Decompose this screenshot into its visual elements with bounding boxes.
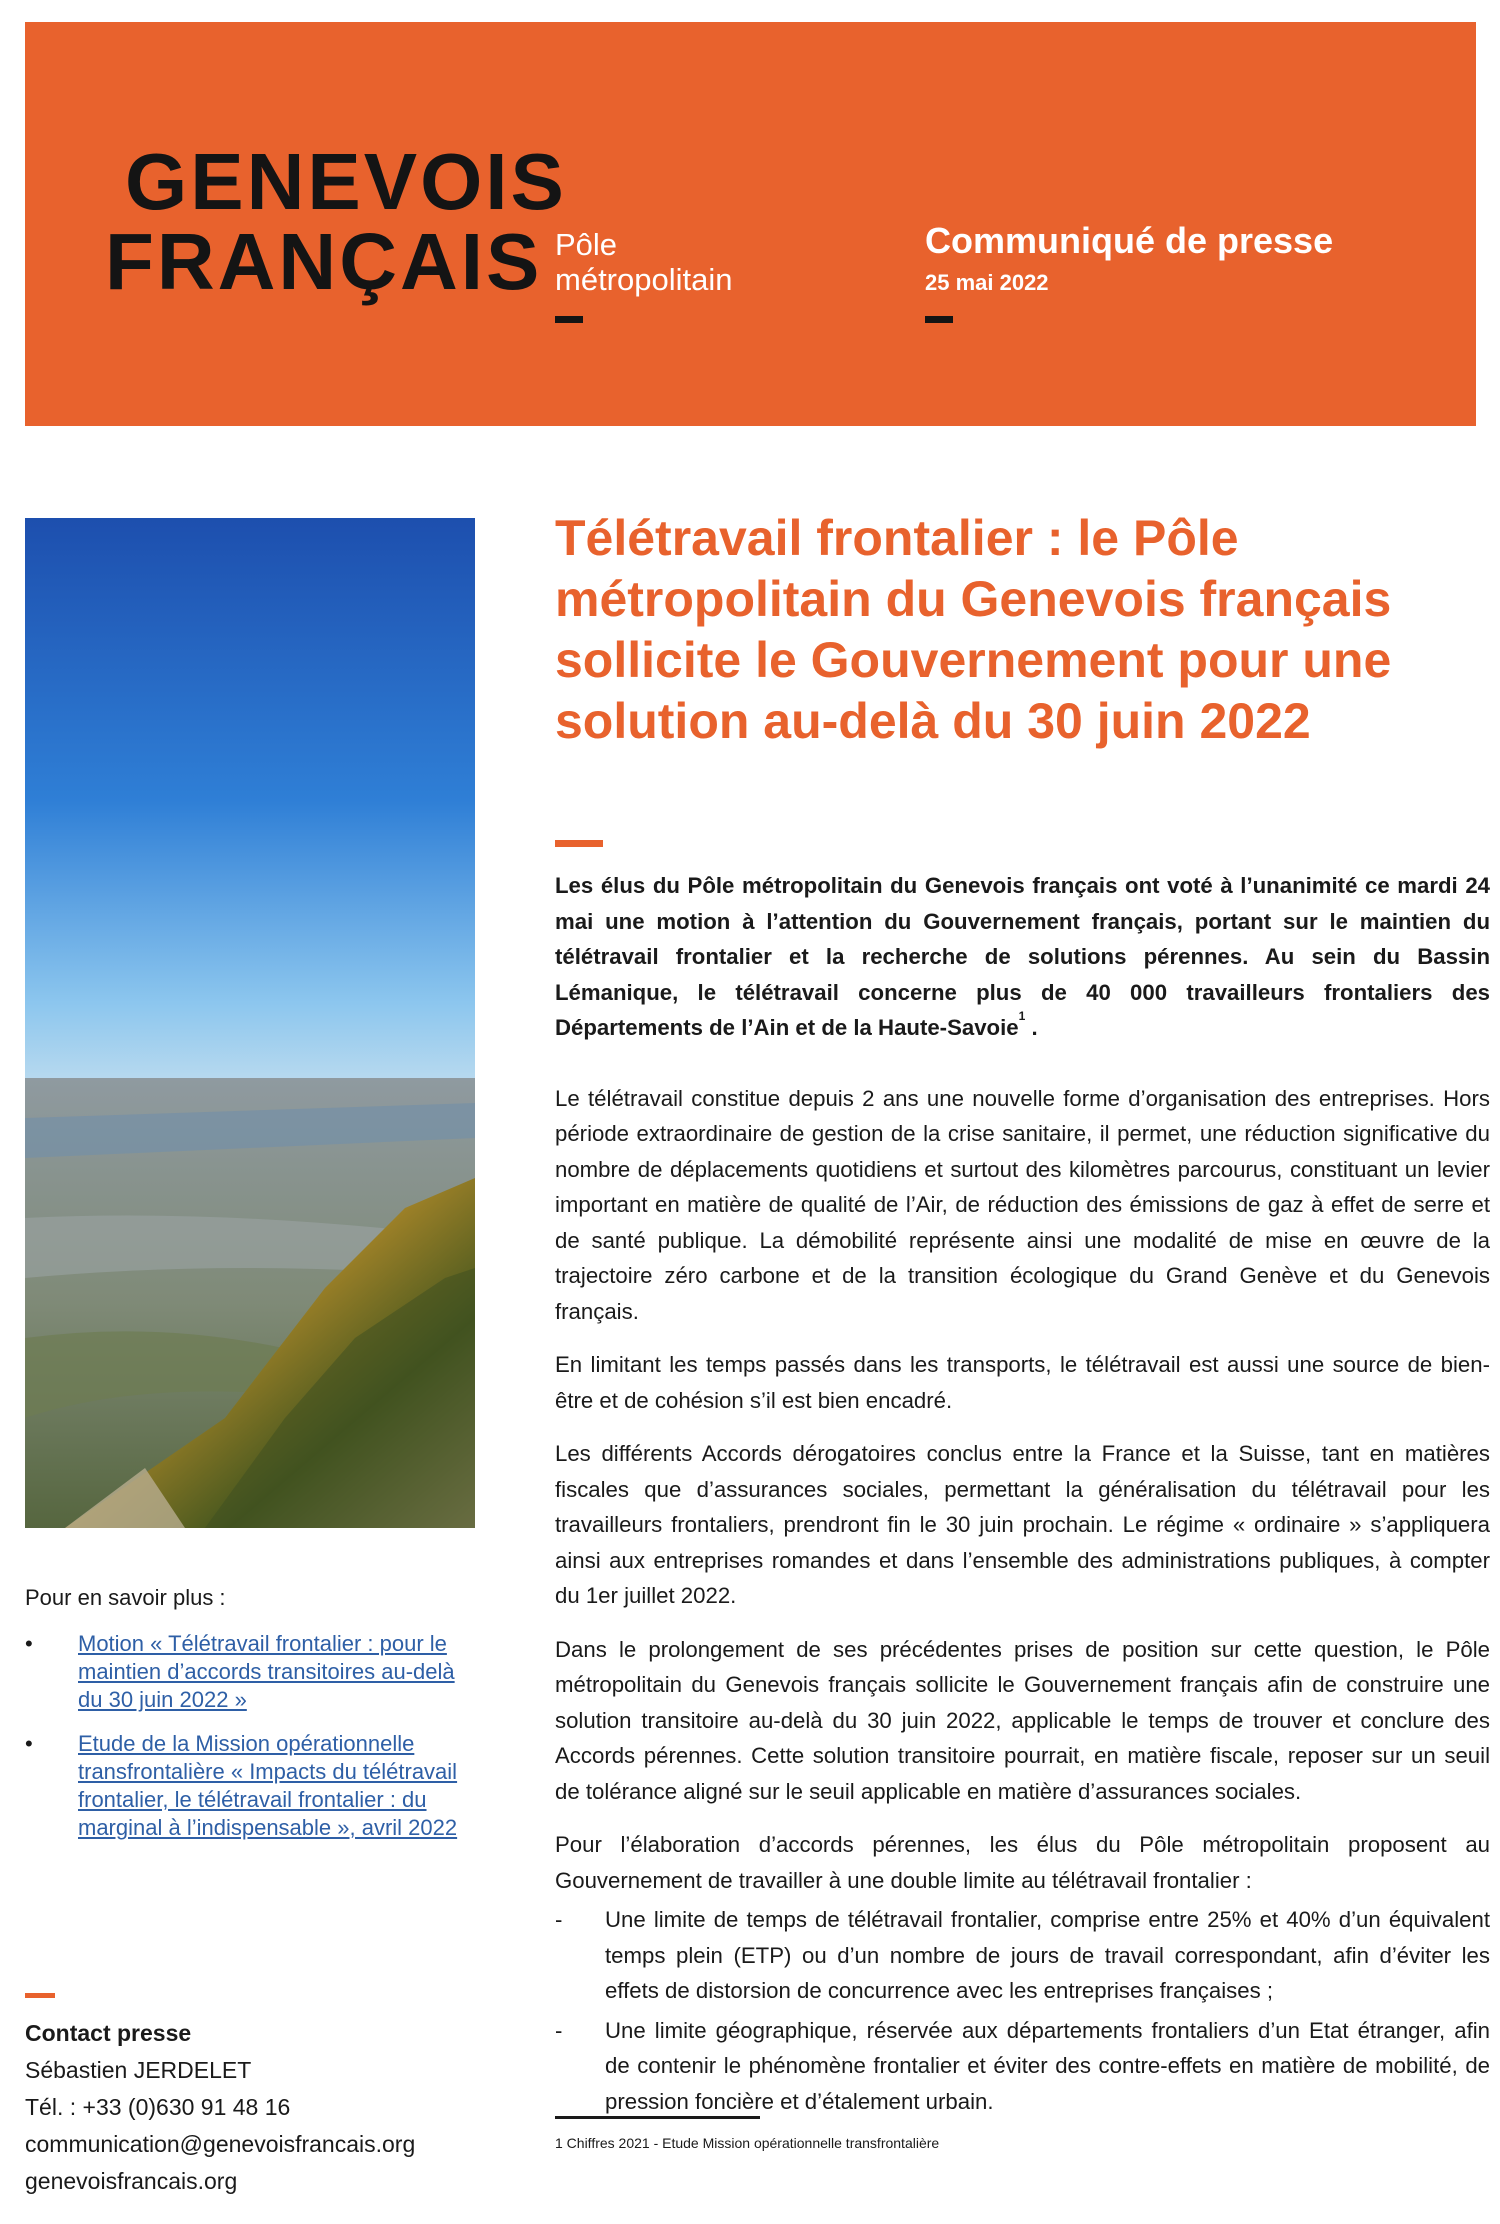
lead-end: . [1025, 1015, 1038, 1040]
contact-block [25, 2015, 415, 2200]
logo-word-francais: FRANÇAIS [105, 217, 543, 306]
link-bullet: • [25, 1631, 33, 1656]
doc-date: 25 mai 2022 [925, 270, 1049, 295]
bullet-text: Une limite géographique, réservée aux départements frontaliers d’un Etat étranger, afin de contenir le phénomène frontalier et éviter des contre-effets en matière de mobilité, de pression foncière et d’étalement urbain. [605, 2017, 1490, 2114]
contact-website: genevoisfrancais.org [25, 2168, 238, 2194]
landscape-image [25, 518, 475, 1528]
logo-sub-pole: Pôle [555, 227, 618, 262]
study-link[interactable]: Etude de la Mission opérationnelle transfrontalière « Impacts du télétravail frontalier, le télétravail frontalier : du marginal à l’indispensable », avril 2022 [78, 1731, 458, 1840]
bullet-marker: - [555, 2017, 563, 2043]
learn-more-links [25, 1630, 475, 1858]
lead-text: Les élus du Pôle métropolitain du Genevois français ont voté à l’unanimité ce mardi 24 mai une motion à l’attention du Gouvernement français, portant sur le maintien du télétravail frontalier et la recherche de solutions pérennes. Au sein du Bassin Lémanique, le télétravail concerne plus de 40 000 travailleurs frontaliers des Départements de l’Ain et de la Haute-Savoie [555, 873, 1490, 1040]
bullet-item [555, 2013, 1490, 2120]
contact-email: communication@genevoisfrancais.org [25, 2131, 416, 2157]
body-paragraph-2: En limitant les temps passés dans les transports, le télétravail est aussi une source de bien-être et de cohésion s’il est bien encadré. [555, 1352, 1490, 1413]
learn-more-item [25, 1630, 475, 1714]
body-paragraph-5: Pour l’élaboration d’accords pérennes, les élus du Pôle métropolitain proposent au Gouvernement de travailler à une double limite au télétravail frontalier : [555, 1832, 1490, 1893]
body-paragraph-4: Dans le prolongement de ses précédentes prises de position sur cette question, le Pôle métropolitain du Genevois français sollicite le Gouvernement français afin de construire une solution transitoire au-delà du 30 juin 2022, applicable le temps de trouver et conclure des Accords pérennes. Cette solution transitoire pourrait, en matière fiscale, reposer sur un seuil de tolérance aligné sur le seuil applicable en matière d’assurances sociales. [555, 1636, 1490, 1804]
body-paragraph-3: Les différents Accords dérogatoires conclus entre la France et la Suisse, tant en matières fiscales que d’assurances sociales, permettant la généralisation du télétravail pour les travailleurs frontaliers, prendront fin le 30 juin prochain. Le régime « ordinaire » s’appliquera ainsi aux entreprises romandes et dans l’ensemble des administrations publiques, à compter du 1er juillet 2022. [555, 1441, 1490, 1608]
press-headline: Télétravail frontalier : le Pôle métropolitain du Genevois français sollicite le Gouvernement pour une solution au-delà du 30 juin 2022 [555, 510, 1392, 749]
header-dash [925, 316, 953, 323]
contact-name: Sébastien JERDELET [25, 2057, 252, 2083]
bullet-item [555, 1902, 1490, 2009]
lead-paragraph [555, 868, 1490, 1046]
headline-dash [555, 840, 603, 847]
body-paragraph-1: Le télétravail constitue depuis 2 ans une nouvelle forme d’organisation des entreprises. Hors période extraordinaire de gestion de la crise sanitaire, il permet, une réduction significative du nombre de déplacements quotidiens et surtout des kilomètres parcourus, constituant un levier important en matière de qualité de l’Air, de réduction des émissions de gaz à effet de serre et de santé publique. La démobilité représente ainsi une modalité de mise en œuvre de la trajectoire zéro carbone et de la transition écologique du Grand Genève et du Genevois français. [555, 1085, 1490, 1324]
bullet-marker: - [555, 1907, 563, 1932]
bullet-text: Une limite de temps de télétravail frontalier, comprise entre 25% et 40% d’un équivalent temps plein (ETP) ou d’un nombre de jours de travail correspondant, afin d’éviter les effets de distorsion de concurrence avec les entreprises françaises ; [605, 1907, 1490, 2003]
footnote-text: 1 Chiffres 2021 - Etude Mission opérationnelle transfrontalière [555, 2135, 940, 2151]
learn-more-title: Pour en savoir plus : [25, 1585, 226, 1610]
press-body [555, 868, 1490, 2123]
logo-dash [555, 316, 583, 323]
contact-title: Contact presse [25, 2020, 192, 2046]
footnote-ref: 1 [1018, 1009, 1026, 1023]
motion-link[interactable]: Motion « Télétravail frontalier : pour le maintien d’accords transitoires au-delà du 30 juin 2022 » [78, 1631, 455, 1712]
learn-more-item [25, 1730, 475, 1842]
link-bullet: • [25, 1731, 33, 1756]
contact-dash [25, 1993, 55, 1998]
logo-word-genevois: GENEVOIS [125, 137, 567, 226]
logo-sub-metropolitain: métropolitain [555, 262, 733, 297]
footnote-rule [555, 2116, 760, 2119]
doc-type-label: Communiqué de presse [925, 220, 1334, 261]
header-banner [25, 22, 1476, 426]
contact-phone: Tél. : +33 (0)630 91 48 16 [25, 2094, 291, 2120]
aerial-photo [25, 518, 475, 1528]
